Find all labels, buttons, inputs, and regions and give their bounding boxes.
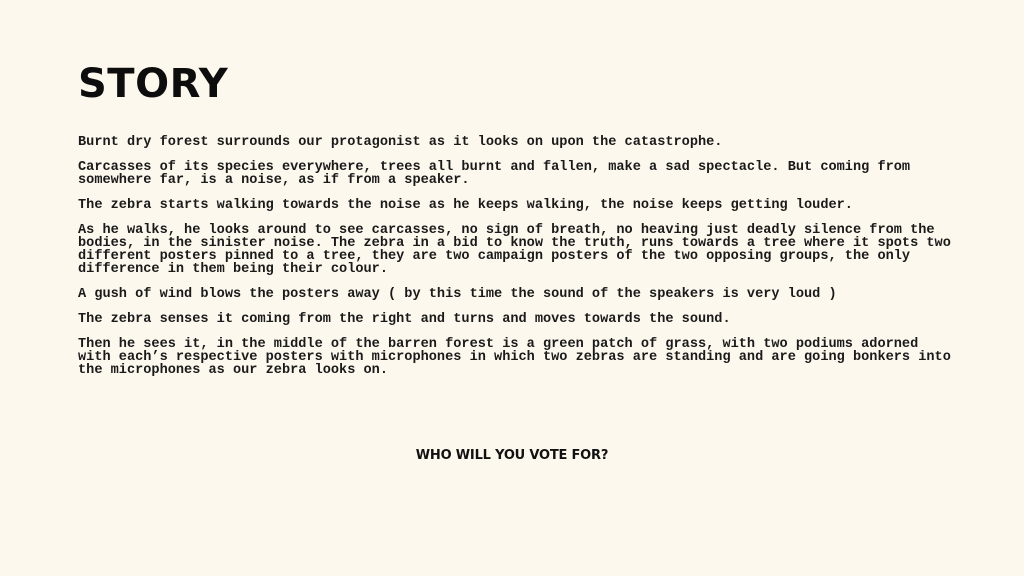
- story-paragraph: As he walks, he looks around to see carcasses, no sign of breath, no heaving just deadly silence from the bodies, in the sinister noise. The zebra in a bid to know the truth, runs towards a tree where it spots two different posters pinned to a tree, they are two campaign posters of the two opposing groups, the only difference in them being their colour.: [78, 223, 951, 277]
- slide-title: STORY: [78, 61, 229, 107]
- story-paragraph: Burnt dry forest surrounds our protagonist as it looks on upon the catastrophe.: [78, 135, 723, 150]
- story-paragraph: A gush of wind blows the posters away ( by this time the sound of the speakers is very loud ): [78, 287, 837, 302]
- story-paragraph: Then he sees it, in the middle of the barren forest is a green patch of grass, with two podiums adorned with each’s respective posters with microphones in which two zebras are standing and are going bonkers into the microphones as our zebra looks on.: [78, 337, 951, 378]
- vote-question: WHO WILL YOU VOTE FOR?: [415, 448, 609, 463]
- story-body: [78, 136, 958, 389]
- story-paragraph: Carcasses of its species everywhere, trees all burnt and fallen, make a sad spectacle. But coming from somewhere far, is a noise, as if from a speaker.: [78, 160, 911, 188]
- story-paragraph: The zebra starts walking towards the noise as he keeps walking, the noise keeps getting louder.: [78, 198, 853, 213]
- story-paragraph: The zebra senses it coming from the right and turns and moves towards the sound.: [78, 312, 731, 327]
